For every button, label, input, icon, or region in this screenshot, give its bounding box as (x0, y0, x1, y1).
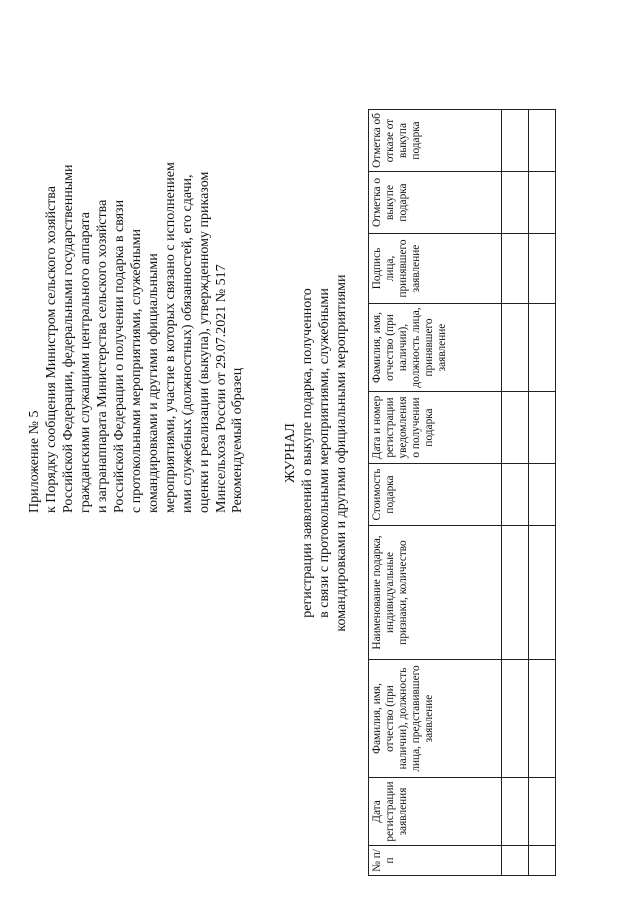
table-header-row (369, 109, 502, 875)
register-table (368, 109, 556, 876)
header-receiver-name: Фамилия, имя, отчество (при наличии), должность лица, принявшего заявление (369, 303, 502, 391)
appendix-line: с протокольными мероприятиями, служебными (129, 228, 144, 513)
header-buyout-mark: Отметка о выкупе подарка (369, 171, 502, 233)
header-registration-date: Дата регистрации заявления (369, 777, 502, 845)
table-cell (502, 109, 529, 171)
sample-label: Рекомендуемый образец (230, 367, 245, 513)
journal-heading (282, 18, 350, 888)
table-cell (502, 845, 529, 875)
table-row (529, 109, 556, 875)
table-cell (502, 777, 529, 845)
table-cell (502, 525, 529, 659)
appendix-line: оценки и реализации (выкупа), утвержденному приказом (197, 171, 212, 513)
appendix-block (26, 23, 230, 513)
table-cell (529, 845, 556, 875)
table-cell (529, 303, 556, 391)
table-cell (529, 659, 556, 777)
appendix-line: командировками и другими официальными (146, 252, 161, 513)
header-refusal-mark: Отметка об отказе от выкупа подарка (369, 109, 502, 171)
journal-subtitle-line: в связи с протокольными мероприятиями, служебными (317, 287, 332, 618)
rotated-content (20, 18, 620, 888)
table-cell (529, 777, 556, 845)
header-gift-cost: Стоимость подарка (369, 463, 502, 525)
header-receiver-signature: Подпись лица, принявшего заявление (369, 233, 502, 303)
table-cell (529, 109, 556, 171)
table-cell (529, 233, 556, 303)
table-row (502, 109, 529, 875)
appendix-line: Минсельхоза России от 29.07.2021 № 517 (214, 263, 229, 513)
table-cell (502, 233, 529, 303)
appendix-line: к Порядку сообщения Министром сельского хозяйства (44, 185, 59, 513)
table-cell (529, 391, 556, 463)
table-cell (502, 659, 529, 777)
journal-title: ЖУРНАЛ (283, 422, 298, 483)
header-submitter-name: Фамилия, имя, отчество (при наличии), должность лица, представившего заявление (369, 659, 502, 777)
table-cell (502, 171, 529, 233)
header-gift-name: Наименование подарка, индивидуальные признаки, количество (369, 525, 502, 659)
table-cell (529, 463, 556, 525)
table-cell (529, 171, 556, 233)
journal-subtitle-line: командировками и другими официальными мероприятиями (334, 273, 349, 632)
table-cell (502, 303, 529, 391)
appendix-line: ими служебных (должностных) обязанностей, его сдачи, (180, 173, 195, 513)
journal-subtitle-line: регистрации заявлений о выкупе подарка, полученного (300, 287, 315, 618)
appendix-line: гражданскими служащими центрального аппарата (78, 211, 93, 513)
table-cell (502, 391, 529, 463)
table-cell (529, 525, 556, 659)
appendix-line: Приложение № 5 (27, 410, 42, 513)
appendix-line: Российской Федерации о получении подарка в связи (112, 199, 127, 513)
appendix-line: мероприятиями, участие в которых связано с исполнением (163, 161, 178, 513)
header-notification-date-number: Дата и номер регистрации уведомления о получении подарка (369, 391, 502, 463)
appendix-line: и загранаппарата Министерства сельского хозяйства (95, 199, 110, 513)
header-number: № п/п (369, 845, 502, 875)
table-cell (502, 463, 529, 525)
appendix-line: Российской Федерации, федеральными государственными (61, 163, 76, 513)
